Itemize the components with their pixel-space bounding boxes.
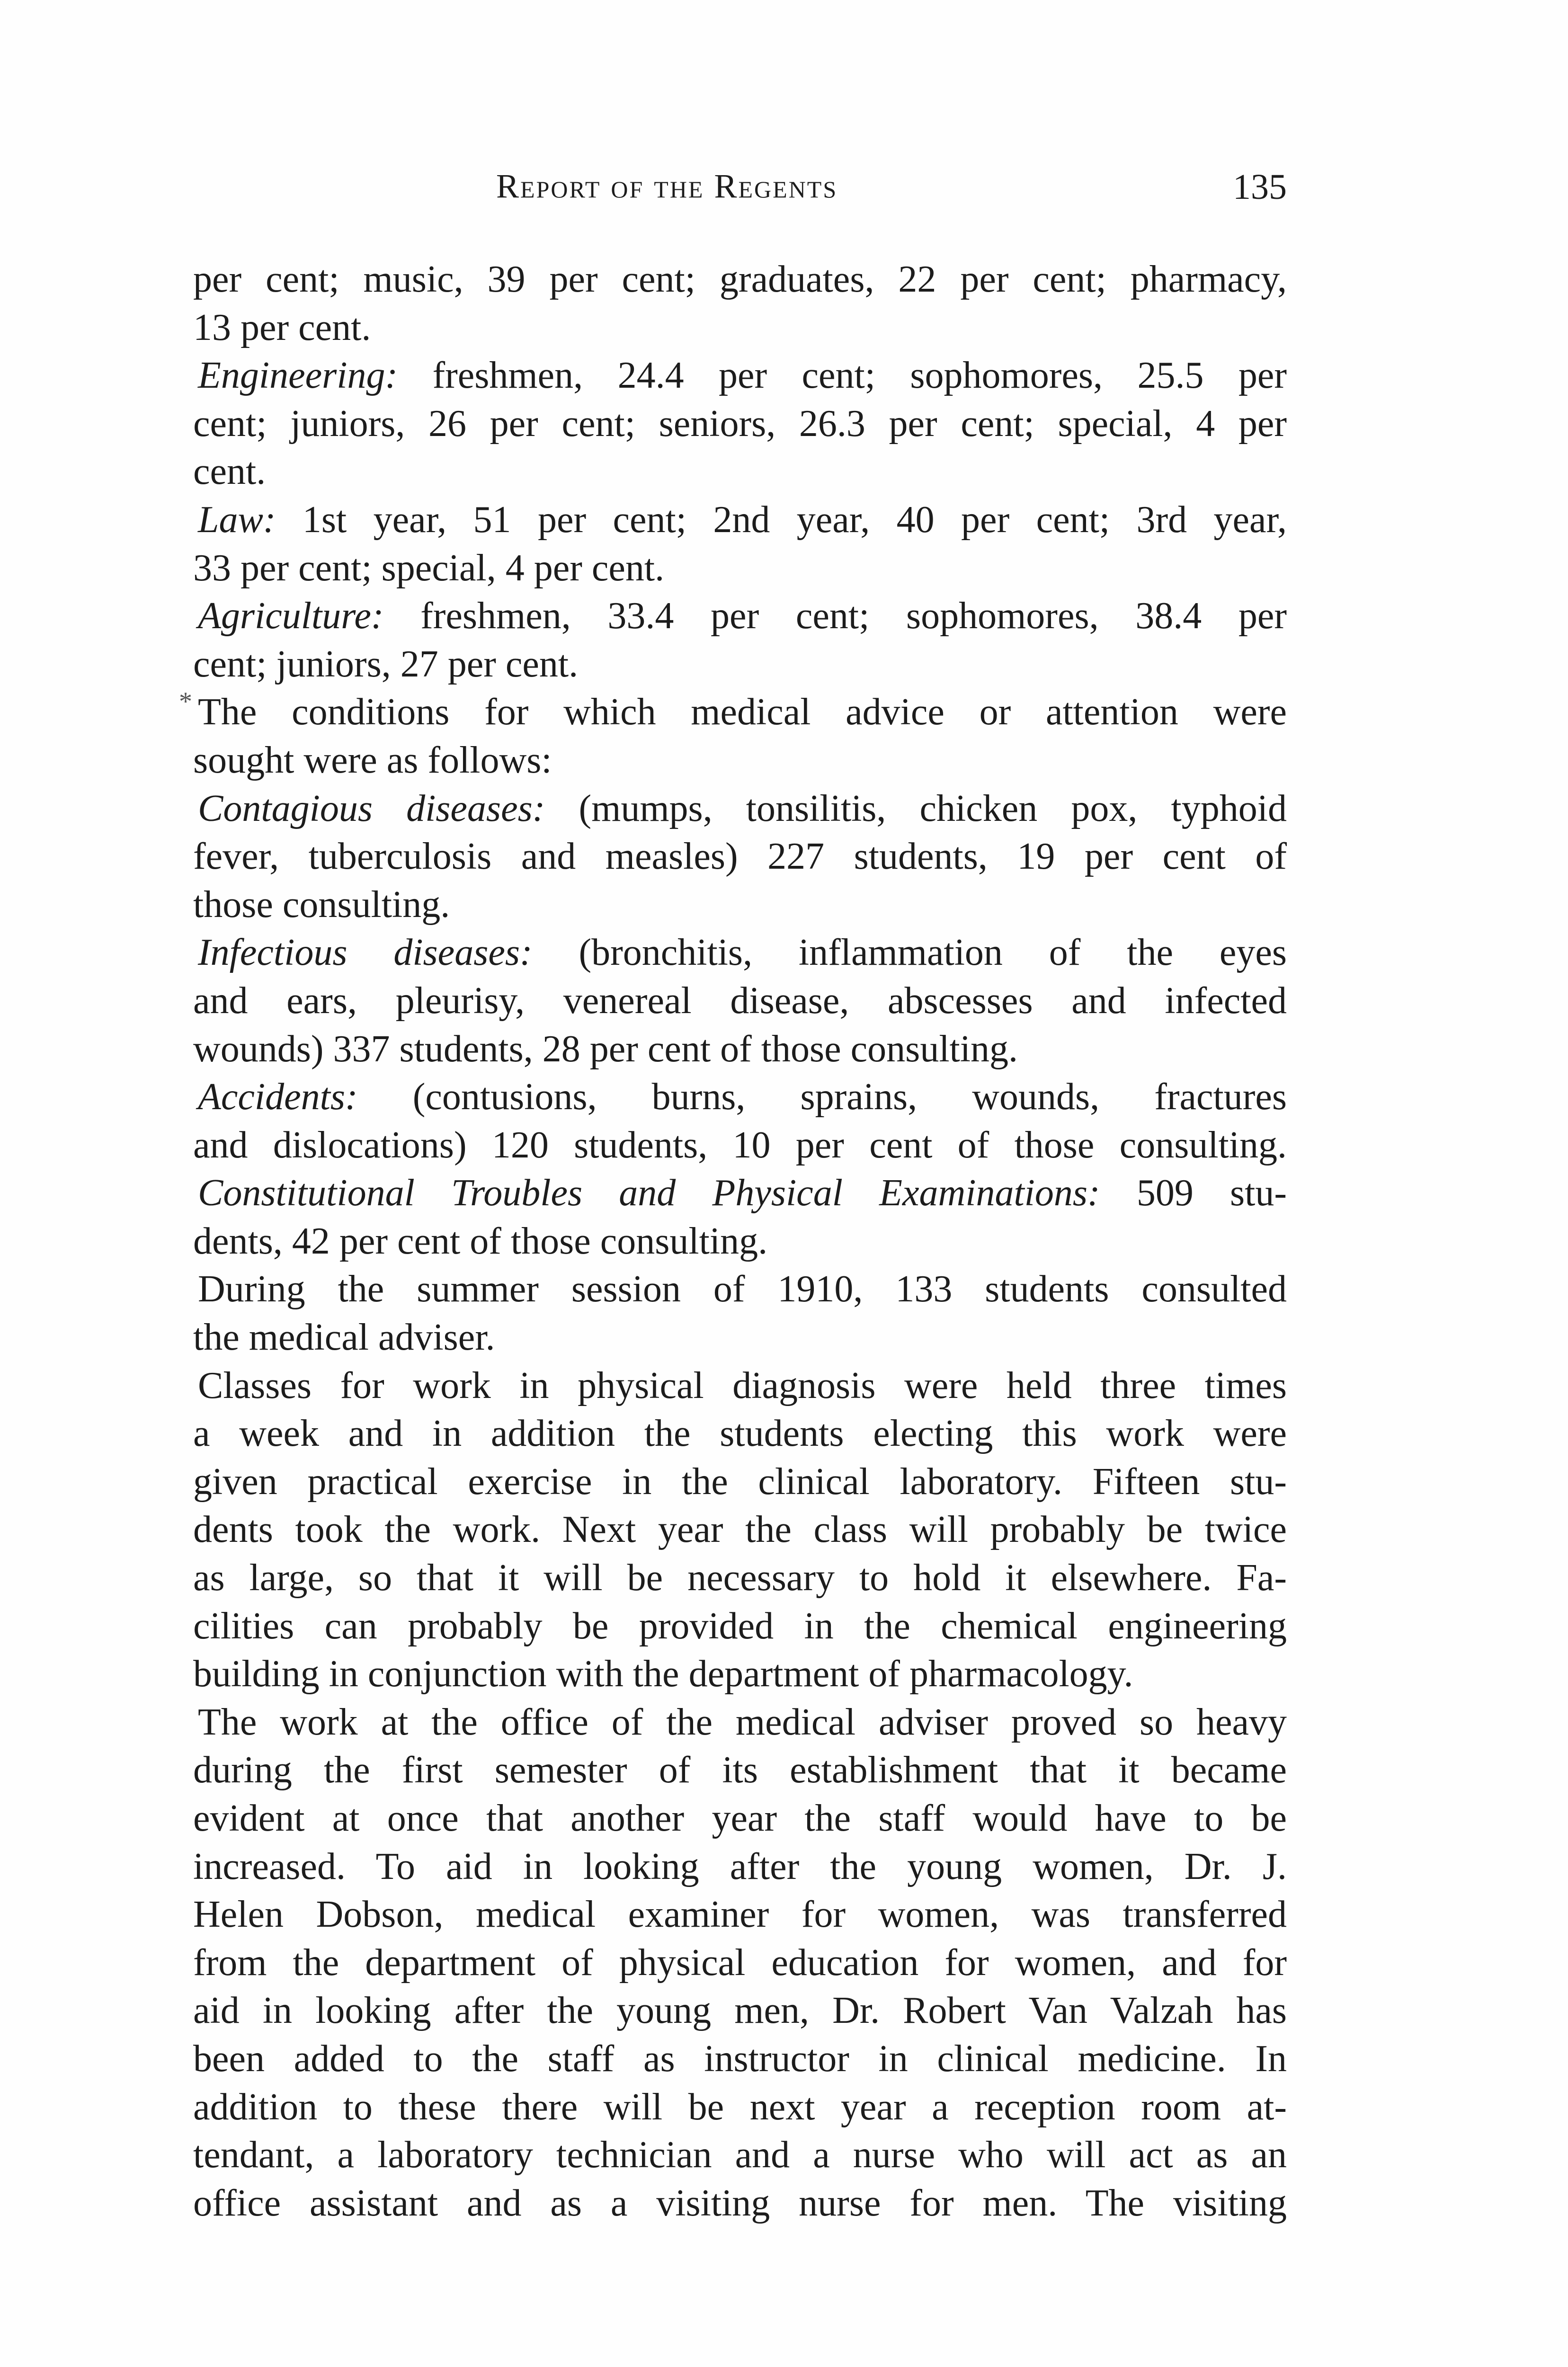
text-line: Law: 1st year, 51 per cent; 2nd year, 40 per cent; 3rd year,	[198, 498, 1287, 541]
text-line: cent; juniors, 27 per cent.	[193, 643, 579, 685]
page-header	[193, 167, 1287, 209]
text-line: cilities can probably be provided in the chemical engineering	[193, 1605, 1287, 1647]
text-line: During the summer session of 1910, 133 students consulted	[198, 1268, 1287, 1310]
text-line: addition to these there will be next year a reception room at-	[193, 2086, 1287, 2128]
text-line: and dislocations) 120 students, 10 per cent of those consulting.	[193, 1124, 1287, 1166]
section-label: Agriculture:	[198, 595, 384, 637]
text-line: fever, tuberculosis and measles) 227 students, 19 per cent of	[193, 836, 1287, 878]
body-text	[193, 256, 1287, 2227]
text-line: Accidents: (contusions, burns, sprains, wounds, fractures	[198, 1076, 1287, 1118]
text-line: Helen Dobson, medical examiner for women, was transferred	[193, 1894, 1287, 1936]
text-line: given practical exercise in the clinical laboratory. Fifteen stu-	[193, 1460, 1287, 1503]
running-head: Report of the Regents	[496, 167, 838, 205]
text-line: 33 per cent; special, 4 per cent.	[193, 547, 665, 589]
text-line: Classes for work in physical diagnosis were held three times	[198, 1364, 1287, 1406]
text-line: per cent; music, 39 per cent; graduates, 22 per cent; pharmacy,	[193, 258, 1287, 300]
text-line: dents, 42 per cent of those consulting.	[193, 1220, 768, 1262]
text-line: sought were as follows:	[193, 739, 552, 781]
text-line: from the department of physical education for women, and for	[193, 1941, 1287, 1984]
text-line: evident at once that another year the staff would have to be	[193, 1797, 1287, 1839]
text-line: 13 per cent.	[193, 306, 371, 348]
page-number: 135	[1233, 167, 1287, 207]
text-line: during the first semester of its establishment that it became	[193, 1749, 1287, 1791]
section-label: Constitutional Troubles and Physical Examinations:	[198, 1172, 1100, 1214]
text-line: office assistant and as a visiting nurse for men. The visiting	[193, 2182, 1287, 2224]
margin-asterisk-mark: *	[179, 687, 192, 716]
text-line: been added to the staff as instructor in clinical medicine. In	[193, 2038, 1287, 2080]
text-line: a week and in addition the students electing this work were	[193, 1413, 1287, 1455]
text-line: and ears, pleurisy, venereal disease, abscesses and infected	[193, 979, 1287, 1022]
text-line: Agriculture: freshmen, 33.4 per cent; sophomores, 38.4 per	[198, 595, 1287, 637]
text-line: tendant, a laboratory technician and a nurse who will act as an	[193, 2134, 1287, 2176]
section-label: Engineering:	[198, 355, 398, 397]
text-line: as large, so that it will be necessary to hold it elsewhere. Fa-	[193, 1557, 1287, 1599]
text-line: aid in looking after the young men, Dr. Robert Van Valzah has	[193, 1990, 1287, 2032]
text-line: those consulting.	[193, 883, 450, 925]
text-line: the medical adviser.	[193, 1317, 495, 1359]
section-label: Law:	[198, 498, 276, 541]
text-line: Contagious diseases: (mumps, tonsilitis, chicken pox, typhoid	[198, 787, 1287, 829]
text-line: cent; juniors, 26 per cent; seniors, 26.3 per cent; special, 4 per	[193, 402, 1287, 445]
text-line: increased. To aid in looking after the young women, Dr. J.	[193, 1845, 1287, 1887]
text-line: The work at the office of the medical adviser proved so heavy	[198, 1701, 1287, 1743]
text-line: dents took the work. Next year the class will probably be twice	[193, 1509, 1287, 1551]
text-line: The conditions for which medical advice or attention were	[198, 691, 1287, 733]
section-label: Contagious diseases:	[198, 787, 545, 829]
text-line: wounds) 337 students, 28 per cent of those consulting.	[193, 1028, 1018, 1070]
section-label: Infectious diseases:	[198, 932, 533, 974]
text-line: cent.	[193, 451, 266, 493]
text-line: building in conjunction with the department of pharmacology.	[193, 1653, 1133, 1695]
section-label: Accidents:	[198, 1076, 358, 1118]
text-line: Infectious diseases: (bronchitis, inflammation of the eyes	[198, 932, 1287, 974]
text-line: Engineering: freshmen, 24.4 per cent; sophomores, 25.5 per	[198, 355, 1287, 397]
text-line: Constitutional Troubles and Physical Examinations: 509 stu-	[198, 1172, 1287, 1214]
